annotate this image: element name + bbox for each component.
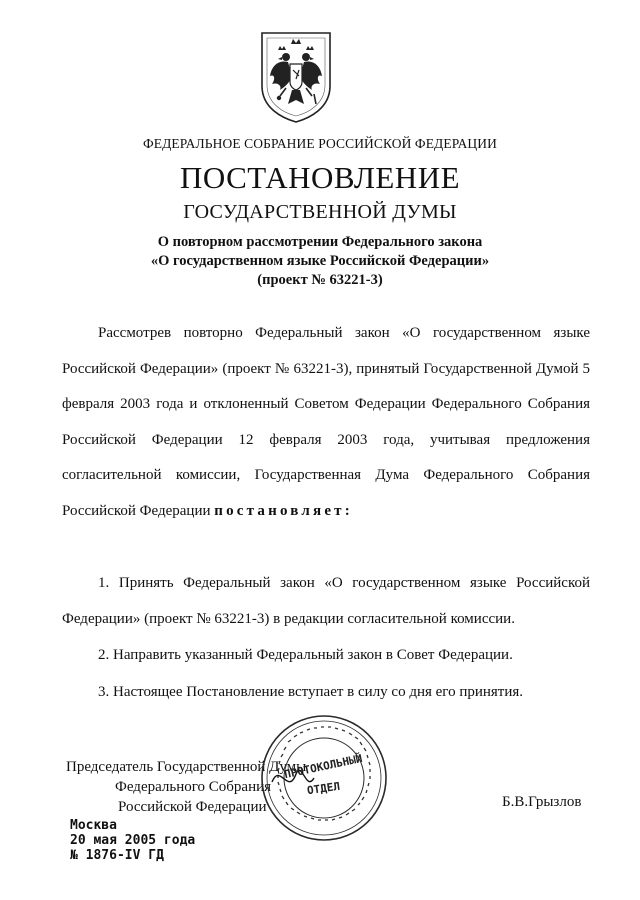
stamp-text: ПРОТОКОЛЬНЫЙ <box>283 751 364 782</box>
heading-line: «О государственном языке Российской Федерации» <box>150 253 490 269</box>
assembly-name: ФЕДЕРАЛЬНОЕ СОБРАНИЕ РОССИЙСКОЙ ФЕДЕРАЦИИ <box>143 136 497 151</box>
footer-city: Москва <box>70 818 117 833</box>
footer-number: № 1876-IV ГД <box>70 848 164 863</box>
stamp-text: ОТДЕЛ <box>306 779 341 798</box>
footer-date: 20 мая 2005 года <box>70 833 196 848</box>
position-line: Российской Федерации <box>118 799 267 815</box>
position-line: Федерального Собрания <box>115 779 272 795</box>
decree-word: постановляет: <box>214 502 353 519</box>
preamble-text: Рассмотрев повторно Федеральный закон «О государственном языке Российской Федерации» (проект № 63221-3), принятый Государственной Думой 5 февраля 2003 года и отклоненный Советом Федерации Федерального Собрания Российской Федерации 12 февраля 2003 года, учитывая предложения согласительной комиссии, Государственная Дума Федерального Собрания Российской Федерации <box>62 325 590 519</box>
coat-of-arms-icon <box>258 30 334 124</box>
document-heading <box>0 233 640 290</box>
resolution-item: 2. Направить указанный Федеральный закон в Совет Федерации. <box>98 647 513 663</box>
heading-line: (проект № 63221-3) <box>257 272 383 288</box>
position-line: Председатель Государственной Думы <box>66 759 307 775</box>
resolution-item: 3. Настоящее Постановление вступает в силу со дня его принятия. <box>98 684 524 700</box>
official-stamp-icon <box>258 712 390 844</box>
signatory-name: Б.В.Грызлов <box>502 794 582 810</box>
document-title: ПОСТАНОВЛЕНИЕ <box>179 160 461 195</box>
preamble-paragraph <box>62 316 590 530</box>
document-footer <box>70 818 195 863</box>
resolution-item: 1. Принять Федеральный закон «О государственном языке Российской Федерации» (проект № 63221-3) в редакции согласительной комиссии. <box>62 575 590 627</box>
heading-line: О повторном рассмотрении Федерального закона <box>157 234 483 250</box>
document-subtitle: ГОСУДАРСТВЕННОЙ ДУМЫ <box>183 201 457 223</box>
